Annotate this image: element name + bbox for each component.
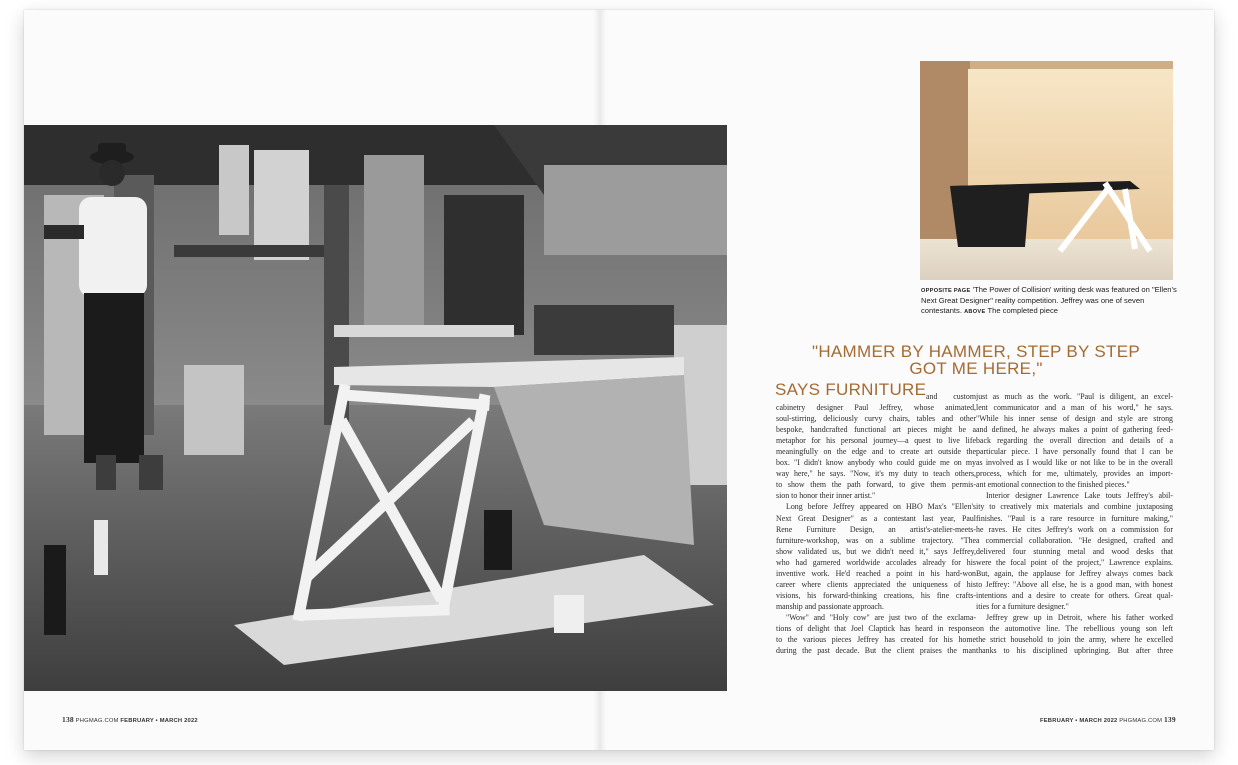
body-text-line: tions of delight that Joel Claptick has heard in response — [776, 623, 976, 633]
body-column-2 — [976, 391, 1173, 656]
pull-quote-line-2: GOT ME HERE," — [909, 359, 1043, 378]
body-text-line: lent communicator and a man of his word," he says. — [976, 403, 1173, 413]
issue-right: FEBRUARY • MARCH 2022 — [1040, 718, 1118, 724]
body-text-line: "Wow" and "Holy cow" are just two of the exclama- — [786, 612, 976, 622]
body-text-line: a commercial collaboration. "He designed, crafted and — [976, 535, 1173, 545]
site-left: PHGMAG.COM — [75, 718, 119, 724]
body-text-line: during the past decade. But the client praises the man — [776, 646, 976, 656]
body-text-line: back regarding the overall direction and details of a — [976, 436, 1173, 446]
body-text-line: thanks to his disciplined upbringing. But after three — [976, 646, 1173, 656]
body-text-line: the strict household to join the army, where he excelled — [976, 635, 1173, 645]
body-text-line: Next Great Designer" as a contestant last year, Paul — [776, 513, 976, 523]
body-text-line: delivered four stunning metal and wood desks that — [976, 546, 1173, 556]
body-text-line: Interior designer Lawrence Lake touts Jeffrey's abil- — [986, 491, 1173, 501]
body-text-line: process, which for me, ultimately, provides an import- — [976, 469, 1173, 479]
page-number-right: 139 — [1163, 715, 1176, 724]
body-text-line: way here," he says. "Now, it's my duty to teach others, — [776, 469, 976, 479]
body-text-line: show validated us, but we didn't need it," says Jeffrey, — [776, 546, 976, 556]
body-text-line: metaphor for his personal journey—a quest to live life — [776, 436, 976, 446]
body-text-line: inventive work. He'd reached a point in his hard-won — [776, 568, 976, 578]
body-text-line: intentions and a desire to create for others. Great qual- — [976, 590, 1173, 600]
site-right: PHGMAG.COM — [1119, 718, 1163, 724]
lead-in-says-furniture: SAYS FURNITURE — [775, 380, 927, 399]
body-text-line: and defined, he always makes a point of gathering feed- — [976, 425, 1173, 435]
body-text-line: to show them the path forward, to give them permis- — [776, 480, 976, 490]
body-text-line: visions, his forward-thinking creations, his fine crafts- — [776, 590, 976, 600]
body-text-line: soul-stirring, deliciously curvy chairs, tables and other — [776, 414, 976, 424]
body-text-line: finishes. "Paul is a rare resource in furniture making," — [976, 513, 1173, 523]
body-text-line: he raves. He cites Jeffrey's work on a commission for — [976, 524, 1173, 534]
folio-left — [62, 715, 198, 724]
body-text-line: and custom — [926, 392, 976, 401]
photo-caption — [921, 285, 1177, 317]
body-text-line: to Jeffrey: "Above all else, he is a good man, with honest — [976, 579, 1173, 589]
folio-right — [1040, 715, 1176, 724]
body-text-line: particular piece. I have personally found that I can be — [976, 447, 1173, 457]
body-text-line: bespoke, handcrafted functional art pieces might be a — [776, 425, 976, 435]
body-text-line: ant emotional connection to the finished pieces." — [976, 480, 1130, 490]
pull-quote-line-1: "HAMMER BY HAMMER, STEP BY STEP — [811, 342, 1141, 361]
issue-left: FEBRUARY • MARCH 2022 — [120, 718, 198, 724]
body-text-line: box. "I didn't know anybody who could guide me on my — [776, 458, 976, 468]
caption-lead-above: ABOVE — [964, 309, 986, 315]
body-text-line: meaningfully on the edge and to create art outside the — [776, 447, 976, 457]
caption-text-above: The completed piece — [987, 306, 1058, 315]
body-text-line: who had garnered worldwide accolades already for his — [776, 557, 976, 567]
body-text-line: were the focal point of the project," Lawrence explains. — [976, 557, 1173, 567]
body-text-line: ities for a furniture designer." — [976, 601, 1069, 611]
desk-photo — [920, 61, 1173, 280]
body-text-line: manship and passionate approach. — [776, 601, 884, 611]
body-column-1 — [776, 391, 976, 656]
body-text-line: just as much as the work. "Paul is diligent, an excel- — [976, 392, 1173, 401]
body-text-line: Jeffrey grew up in Detroit, where his father worked — [986, 612, 1173, 622]
body-text-line: cabinetry designer Paul Jeffrey, whose animated, — [776, 403, 976, 413]
caption-text-opposite: 'The Power of Collision' writing desk was featured on "Ellen's Next Great Designer" reality competition. Jeffrey was one of seven contestants. — [921, 285, 1177, 315]
body-text-line: Rene Furniture Design, an artist's-atelier-meets- — [776, 524, 976, 534]
body-text-line: sion to honor their inner artist." — [776, 491, 876, 501]
body-text-line: ity to creatively mix materials and combine juxtaposing — [976, 502, 1173, 512]
body-text-line: to the various pieces Jeffrey has created for his home — [776, 635, 976, 645]
pull-quote — [776, 343, 1176, 377]
body-text-line: as involved as I would like or not like to be in the overall — [976, 458, 1173, 468]
page-number-left: 138 — [62, 715, 74, 724]
body-text-line: But, again, the applause for Jeffrey always comes back — [976, 568, 1173, 578]
body-text-line: "While his inner sense of design and style are strong — [976, 414, 1173, 424]
workshop-photo — [24, 125, 727, 691]
caption-lead-opposite: OPPOSITE PAGE — [921, 288, 971, 294]
body-text-line: Long before Jeffrey appeared on HBO Max's "Ellen's — [786, 502, 976, 512]
body-text-line: career where clients appreciated the uniqueness of his — [776, 579, 976, 589]
body-text-line: on the automotive line. The rebellious young son left — [976, 623, 1173, 633]
body-text-line: furniture-workshop, was on a sublime trajectory. "The — [776, 535, 976, 545]
